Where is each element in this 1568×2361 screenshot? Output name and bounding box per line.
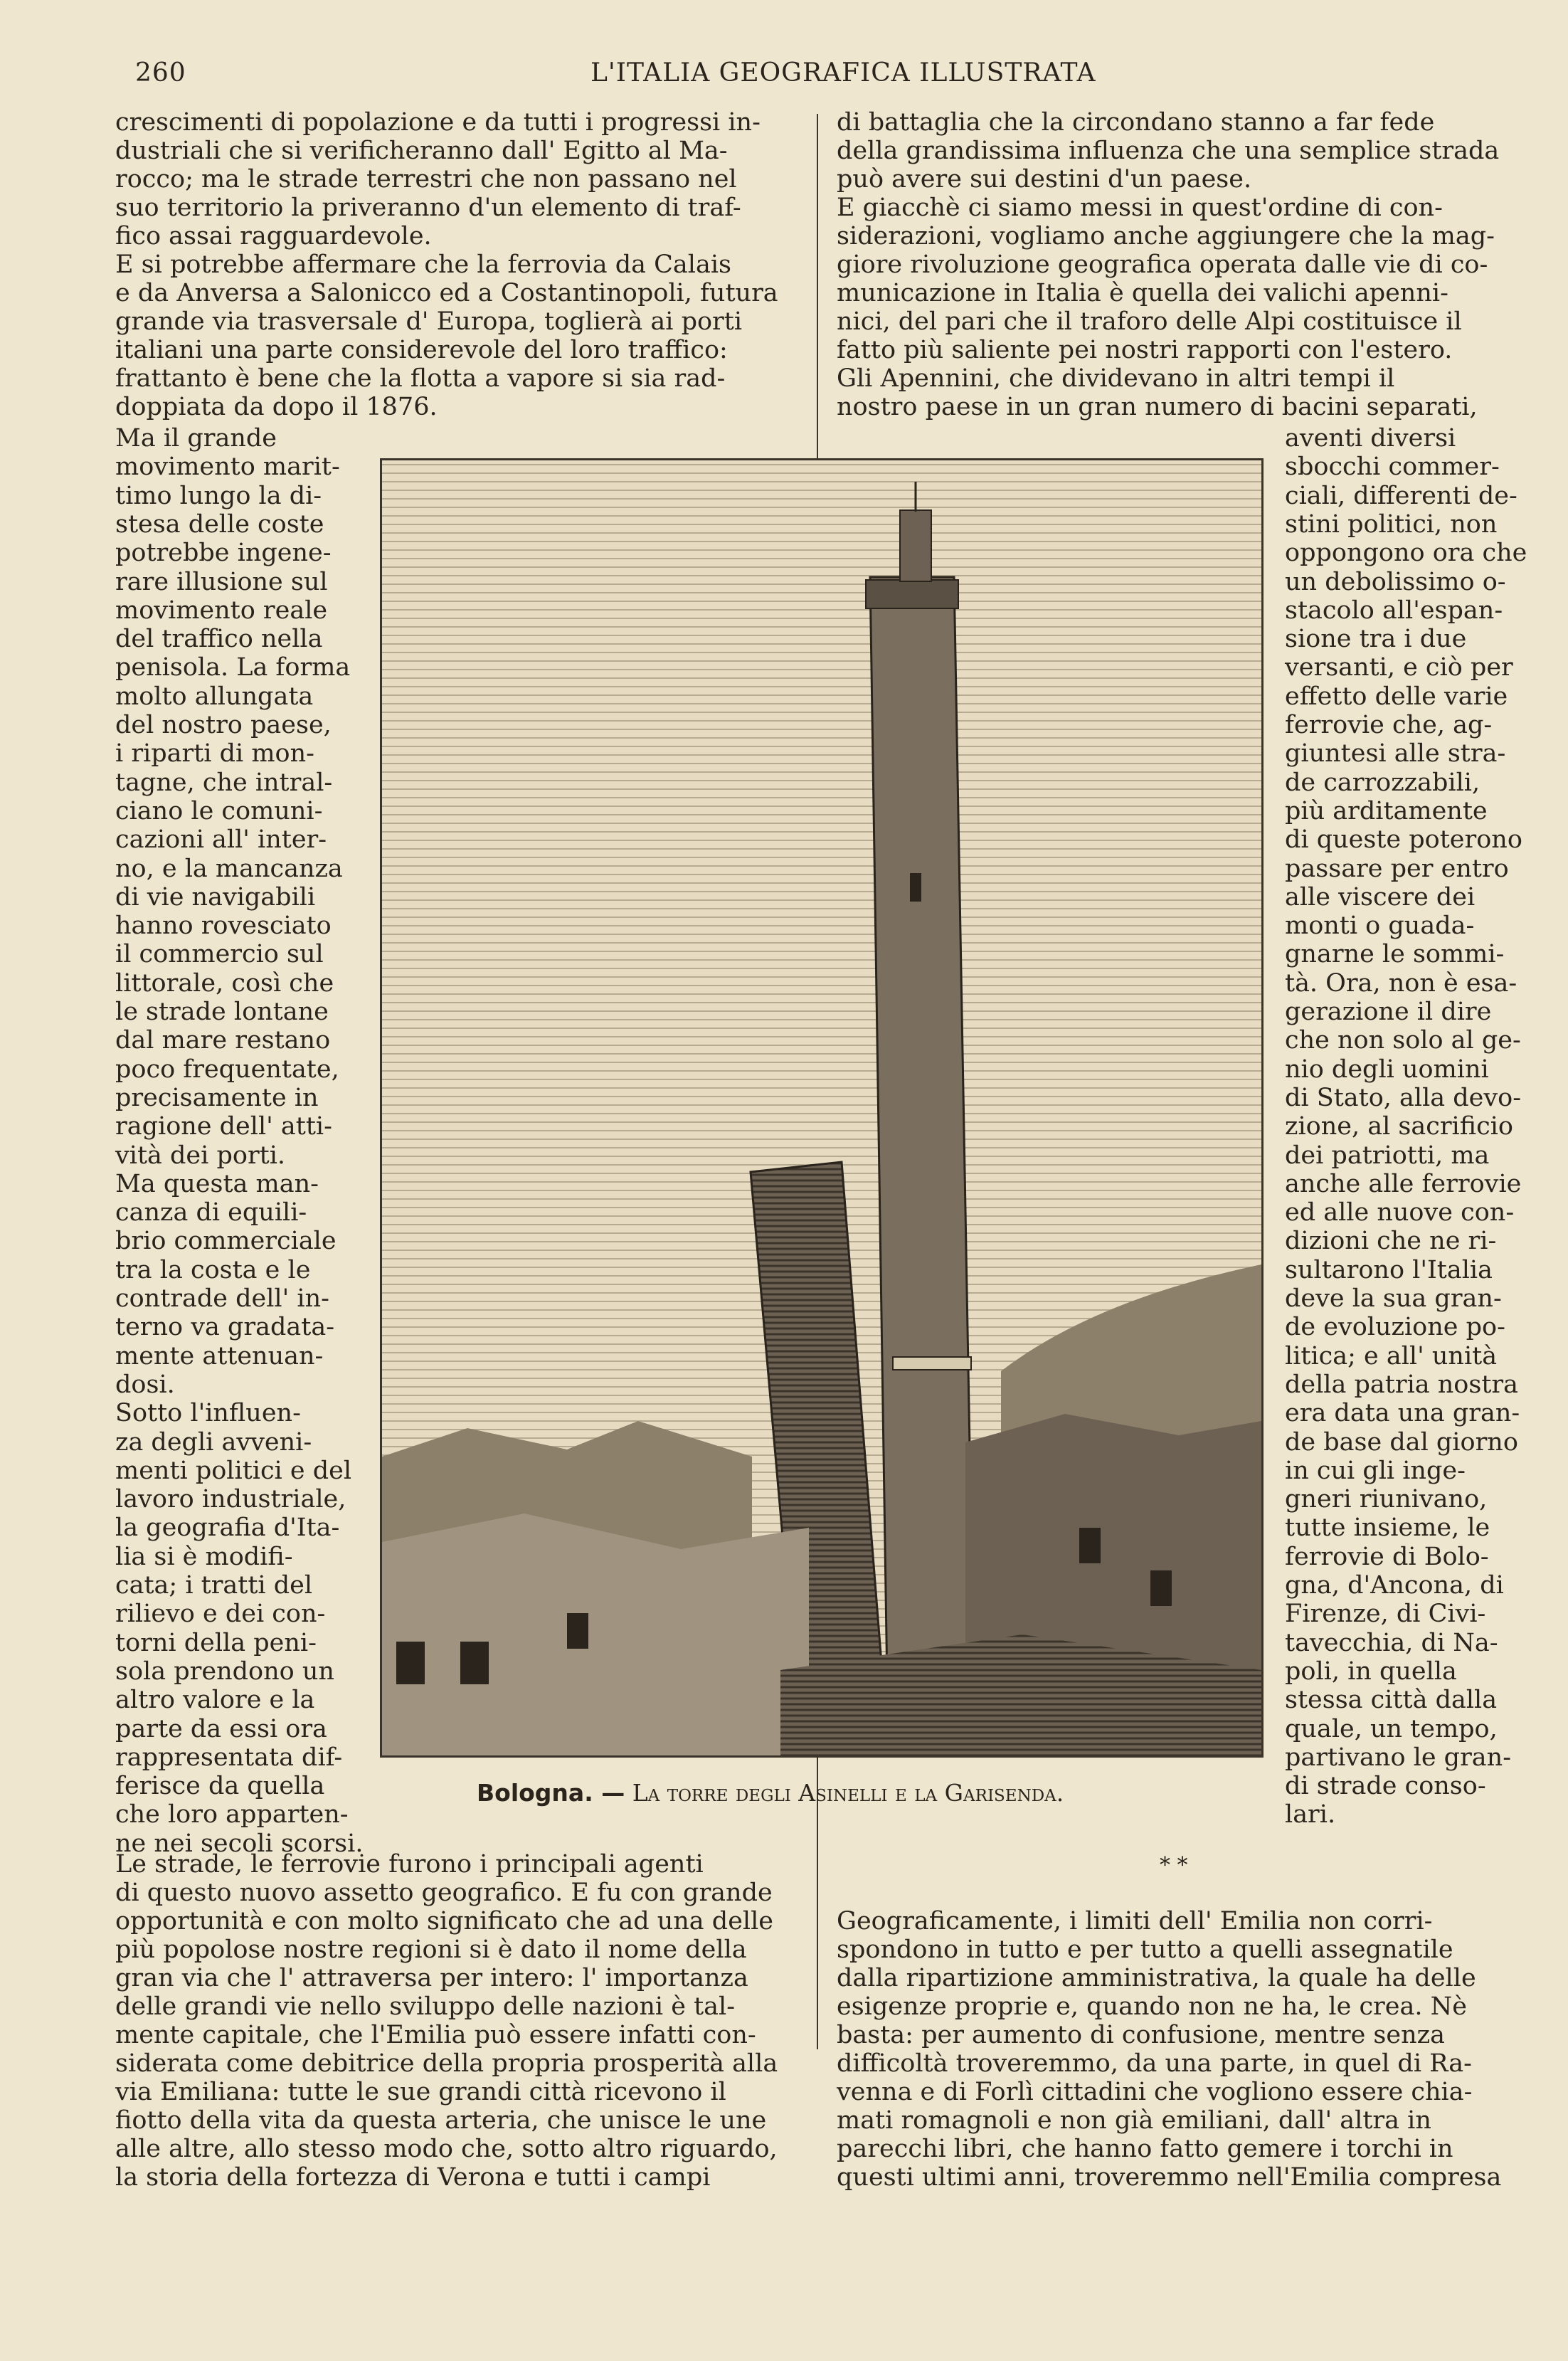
text-line: dei patriotti, ma bbox=[1285, 1141, 1490, 1170]
text-line: altro valore e la bbox=[115, 1686, 315, 1715]
text-line: menti politici e del bbox=[115, 1456, 352, 1485]
caption-text: La torre degli Asinelli e la Garisenda. bbox=[632, 1779, 1064, 1807]
text-line: ragione dell' atti- bbox=[115, 1112, 332, 1141]
text-line: dizioni che ne ri- bbox=[1285, 1227, 1497, 1256]
text-line: frattanto è bene che la flotta a vapore si sia rad- bbox=[115, 364, 726, 393]
text-line: molto allungata bbox=[115, 682, 314, 711]
text-line: torni della peni- bbox=[115, 1628, 317, 1657]
text-line: in cui gli inge- bbox=[1285, 1456, 1466, 1485]
text-line: sultarono l'Italia bbox=[1285, 1255, 1493, 1284]
text-line: del traffico nella bbox=[115, 625, 323, 654]
text-line: siderazioni, vogliamo anche aggiungere che la mag- bbox=[837, 222, 1495, 250]
text-line: lari. bbox=[1285, 1800, 1336, 1829]
text-line: Ma questa man- bbox=[115, 1169, 319, 1198]
text-line: stesa delle coste bbox=[115, 509, 324, 539]
text-line: mente capitale, che l'Emilia può essere infatti con- bbox=[115, 2021, 756, 2049]
text-line: rocco; ma le strade terrestri che non passano nel bbox=[115, 165, 737, 194]
text-line: di Stato, alla devo- bbox=[1285, 1083, 1522, 1112]
text-line: la storia della fortezza di Verona e tutti i campi bbox=[115, 2163, 711, 2192]
text-line: i riparti di mon- bbox=[115, 739, 314, 768]
text-line: tà. Ora, non è esa- bbox=[1285, 968, 1517, 998]
text-line: spondono in tutto e per tutto a quelli assegnatile bbox=[837, 1935, 1453, 1964]
text-line: brio commerciale bbox=[115, 1227, 337, 1256]
text-line: Le strade, le ferrovie furono i principali agenti bbox=[115, 1850, 704, 1879]
text-line: municazione in Italia è quella dei valichi apenni- bbox=[837, 279, 1448, 307]
text-line: suo territorio la priveranno d'un elemento di traf- bbox=[115, 194, 741, 222]
text-line: contrade dell' in- bbox=[115, 1284, 329, 1313]
text-line: rilievo e dei con- bbox=[115, 1600, 326, 1629]
section-separator: * * bbox=[1160, 1853, 1188, 1878]
page-number: 260 bbox=[135, 58, 186, 88]
towers-engraving bbox=[382, 460, 1261, 1755]
text-line: penisola. La forma bbox=[115, 653, 351, 682]
engraving-illustration bbox=[380, 458, 1264, 1758]
text-line: de carrozzabili, bbox=[1285, 768, 1480, 797]
text-line: litica; e all' unità bbox=[1285, 1341, 1498, 1370]
text-line: mente attenuan- bbox=[115, 1341, 324, 1370]
text-line: gneri riunivano, bbox=[1285, 1485, 1488, 1514]
text-line: tra la costa e le bbox=[115, 1255, 311, 1284]
text-line: passare per entro bbox=[1285, 854, 1509, 883]
caption-place: Bologna. — bbox=[477, 1779, 625, 1807]
text-line: opportunità e con molto significato che ad una delle bbox=[115, 1907, 774, 1935]
text-line: de base dal giorno bbox=[1285, 1427, 1518, 1457]
text-line: tavecchia, di Na- bbox=[1285, 1628, 1498, 1657]
text-line: di vie navigabili bbox=[115, 882, 316, 912]
text-line: dustriali che si verificheranno dall' Egitto al Ma- bbox=[115, 137, 728, 165]
text-line: littorale, così che bbox=[115, 968, 334, 998]
text-line: giuntesi alle stra- bbox=[1285, 739, 1506, 768]
text-line: di battaglia che la circondano stanno a far fede bbox=[837, 108, 1435, 137]
text-line: più popolose nostre regioni si è dato il nome della bbox=[115, 1935, 747, 1964]
text-line: hanno rovesciato bbox=[115, 912, 332, 941]
text-line: poli, in quella bbox=[1285, 1657, 1457, 1686]
text-line: precisamente in bbox=[115, 1083, 319, 1112]
text-line: basta: per aumento di confusione, mentre senza bbox=[837, 2021, 1445, 2049]
text-line: nio degli uomini bbox=[1285, 1055, 1489, 1084]
text-line: fatto più saliente pei nostri rapporti con l'estero. bbox=[837, 336, 1453, 364]
text-line: sbocchi commer- bbox=[1285, 453, 1500, 482]
text-line: ciali, differenti de- bbox=[1285, 481, 1517, 510]
text-line: lia si è modifi- bbox=[115, 1542, 293, 1571]
text-line: mati romagnoli e non già emiliani, dall' altra in bbox=[837, 2106, 1431, 2135]
text-line: terno va gradata- bbox=[115, 1313, 335, 1342]
text-line: gerazione il dire bbox=[1285, 998, 1492, 1026]
text-line: dalla ripartizione amministrativa, la quale ha delle bbox=[837, 1964, 1476, 1992]
text-line: ciano le comuni- bbox=[115, 796, 323, 825]
text-line: gran via che l' attraversa per intero: l' importanza bbox=[115, 1964, 748, 1992]
text-line: alle viscere dei bbox=[1285, 882, 1476, 912]
text-line: venna e di Forlì cittadini che vogliono essere chia- bbox=[837, 2078, 1473, 2106]
text-line: de evoluzione po- bbox=[1285, 1313, 1505, 1342]
text-line: quale, un tempo, bbox=[1285, 1714, 1498, 1743]
text-line: tagne, che intral- bbox=[115, 768, 333, 797]
text-line: poco frequentate, bbox=[115, 1055, 339, 1084]
text-line: za degli avveni- bbox=[115, 1427, 312, 1457]
text-line: di strade conso- bbox=[1285, 1772, 1486, 1801]
text-line: le strade lontane bbox=[115, 998, 329, 1026]
text-line: movimento marit- bbox=[115, 453, 340, 482]
text-line: giore rivoluzione geografica operata dalle vie di co- bbox=[837, 250, 1488, 279]
text-line: via Emiliana: tutte le sue grandi città ricevono il bbox=[115, 2078, 726, 2106]
text-line: e da Anversa a Salonicco ed a Costantinopoli, futura bbox=[115, 279, 778, 307]
figure-caption bbox=[477, 1779, 1064, 1807]
text-line: anche alle ferrovie bbox=[1285, 1169, 1522, 1198]
text-line: monti o guada- bbox=[1285, 912, 1475, 941]
text-line: stessa città dalla bbox=[1285, 1686, 1498, 1715]
text-line: timo lungo la di- bbox=[115, 481, 322, 510]
text-line: versanti, e ciò per bbox=[1285, 653, 1513, 682]
text-line: il commercio sul bbox=[115, 940, 324, 969]
text-line: della patria nostra bbox=[1285, 1370, 1518, 1399]
text-line: può avere sui destini d'un paese. bbox=[837, 165, 1252, 194]
text-line: partivano le gran- bbox=[1285, 1743, 1512, 1772]
text-line: stini politici, non bbox=[1285, 509, 1498, 539]
text-line: dal mare restano bbox=[115, 1026, 331, 1055]
text-line: parte da essi ora bbox=[115, 1714, 327, 1743]
text-line: fiotto della vita da questa arteria, che unisce le une bbox=[115, 2106, 767, 2135]
text-line: della grandissima influenza che una semplice strada bbox=[837, 137, 1500, 165]
text-line: la geografia d'Ita- bbox=[115, 1514, 340, 1543]
text-line: tutte insieme, le bbox=[1285, 1514, 1490, 1543]
text-line: questi ultimi anni, troveremmo nell'Emilia compresa bbox=[837, 2163, 1502, 2192]
text-line: di questo nuovo assetto geografico. E fu con grande bbox=[115, 1879, 773, 1907]
text-line: effetto delle varie bbox=[1285, 682, 1508, 711]
text-line: italiani una parte considerevole del loro traffico: bbox=[115, 336, 728, 364]
text-line: deve la sua gran- bbox=[1285, 1284, 1502, 1313]
text-line: ferrovie di Bolo- bbox=[1285, 1542, 1489, 1571]
text-line: zione, al sacrificio bbox=[1285, 1112, 1513, 1141]
text-line: lavoro industriale, bbox=[115, 1485, 346, 1514]
text-line: crescimenti di popolazione e da tutti i progressi in- bbox=[115, 108, 761, 137]
text-line: di queste poterono bbox=[1285, 825, 1522, 855]
text-line: gna, d'Ancona, di bbox=[1285, 1571, 1504, 1600]
text-line: delle grandi vie nello sviluppo delle nazioni è tal- bbox=[115, 1992, 736, 2021]
text-line: difficoltà troveremmo, da una parte, in quel di Ra- bbox=[837, 2049, 1472, 2078]
text-line: era data una gran- bbox=[1285, 1399, 1520, 1428]
text-line: oppongono ora che bbox=[1285, 539, 1527, 568]
text-line: sola prendono un bbox=[115, 1657, 334, 1686]
text-line: parecchi libri, che hanno fatto gemere i torchi in bbox=[837, 2135, 1453, 2163]
text-line: Sotto l'influen- bbox=[115, 1399, 301, 1428]
text-line: del nostro paese, bbox=[115, 711, 332, 739]
text-line: siderata come debitrice della propria prosperità alla bbox=[115, 2049, 778, 2078]
text-line: che non solo al ge- bbox=[1285, 1026, 1521, 1055]
text-line: fico assai ragguardevole. bbox=[115, 222, 432, 250]
text-line: gnarne le sommi- bbox=[1285, 940, 1505, 969]
text-line: alle altre, allo stesso modo che, sotto altro riguardo, bbox=[115, 2135, 778, 2163]
text-line: ferisce da quella bbox=[115, 1772, 325, 1801]
text-line: grande via trasversale d' Europa, toglierà ai porti bbox=[115, 307, 743, 336]
text-line: movimento reale bbox=[115, 596, 328, 625]
running-title: L'ITALIA GEOGRAFICA ILLUSTRATA bbox=[590, 58, 1096, 88]
text-line: aventi diversi bbox=[1285, 424, 1456, 453]
text-line: ferrovie che, ag- bbox=[1285, 711, 1493, 739]
text-line: vità dei porti. bbox=[115, 1141, 286, 1170]
text-line: un debolissimo o- bbox=[1285, 567, 1506, 596]
text-line: sione tra i due bbox=[1285, 625, 1467, 654]
text-line: che loro apparten- bbox=[115, 1800, 349, 1829]
text-line: cata; i tratti del bbox=[115, 1571, 313, 1600]
text-line: stacolo all'espan- bbox=[1285, 596, 1503, 625]
text-line: ed alle nuove con- bbox=[1285, 1198, 1515, 1227]
text-line: esigenze proprie e, quando non ne ha, le crea. Nè bbox=[837, 1992, 1467, 2021]
text-line: Firenze, di Civi- bbox=[1285, 1600, 1486, 1629]
text-line: E si potrebbe affermare che la ferrovia da Calais bbox=[115, 250, 731, 279]
text-line: nici, del pari che il traforo delle Alpi costituisce il bbox=[837, 307, 1462, 336]
text-line: più arditamente bbox=[1285, 796, 1488, 825]
text-line: ne nei secoli scorsi. bbox=[115, 1829, 364, 1858]
text-line: potrebbe ingene- bbox=[115, 539, 332, 568]
text-line: no, e la mancanza bbox=[115, 854, 343, 883]
text-line: E giacchè ci siamo messi in quest'ordine di con- bbox=[837, 194, 1443, 222]
text-line: nostro paese in un gran numero di bacini separati, bbox=[837, 393, 1478, 421]
text-line: cazioni all' inter- bbox=[115, 825, 327, 855]
text-line: canza di equili- bbox=[115, 1198, 307, 1227]
text-line: Ma il grande bbox=[115, 424, 277, 453]
text-line: dosi. bbox=[115, 1370, 175, 1399]
text-line: Gli Apennini, che dividevano in altri tempi il bbox=[837, 364, 1395, 393]
text-line: doppiata da dopo il 1876. bbox=[115, 393, 438, 421]
text-line: rappresentata dif- bbox=[115, 1743, 343, 1772]
text-line: rare illusione sul bbox=[115, 567, 328, 596]
text-line: Geograficamente, i limiti dell' Emilia non corri- bbox=[837, 1907, 1433, 1935]
